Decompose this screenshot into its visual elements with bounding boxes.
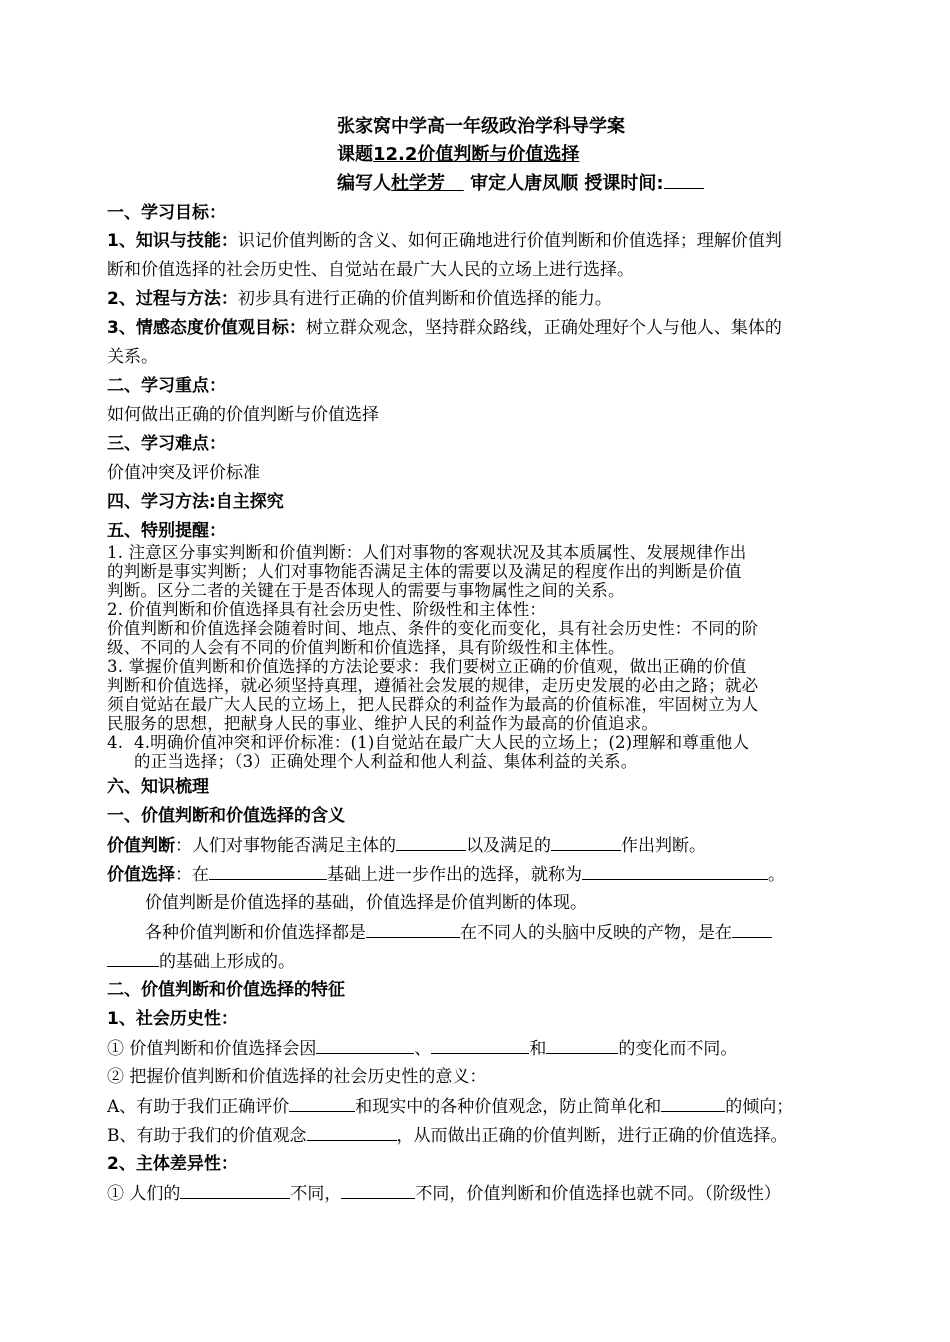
goal-1-label: 1、知识与技能：: [107, 231, 238, 251]
value-judgment-blank-1: [396, 834, 466, 851]
tip-2-line-2: 价值判断和价值选择会随着时间、地点、条件的变化而变化，具有社会历史性：不同的阶: [107, 619, 759, 638]
formation-text-a: 各种价值判断和价值选择都是: [145, 923, 366, 943]
social-history-item-1: [107, 1037, 737, 1060]
value-choice-text-a: ：在: [175, 865, 209, 885]
tip-4-number: 4.: [107, 733, 124, 752]
goal-1-cont: 断和价值选择的社会历史性、自觉站在最广大人民的立场上进行选择。: [107, 260, 634, 280]
tip-2-line-3: 级、不同的人会有不同的价值判断和价值选择，具有阶级性和主体性。: [107, 638, 625, 657]
formation-blank-2a: [732, 921, 772, 938]
formation-blank-2b: [107, 950, 159, 967]
social-item-1-text-b: 、: [414, 1039, 432, 1059]
social-item-a-text-a: A、有助于我们正确评价: [107, 1097, 290, 1117]
tip-3-line-3: 须自觉站在最广大人民的立场上，把人民群众的利益作为最高的价值标准，牢固树立为人: [107, 695, 759, 714]
subject-item-1-text-a: ① 人们的: [107, 1184, 181, 1204]
reviewer-label: 审定人: [470, 173, 525, 194]
value-choice-text-c: 。: [768, 865, 785, 885]
social-history-item-2: ② 把握价值判断和价值选择的社会历史性的意义：: [107, 1067, 487, 1087]
value-choice-blank-2: [582, 863, 768, 880]
value-judgment-text-b: 以及满足的: [466, 836, 551, 856]
reviewer-name: 唐凤顺: [524, 173, 579, 194]
social-item-b-text-a: B、有助于我们的价值观念: [107, 1126, 307, 1146]
goal-2-text: 初步具有进行正确的价值判断和价值选择的能力。: [237, 289, 612, 309]
time-label: 授课时间:: [584, 173, 664, 194]
goal-3-label: 3、情感态度价值观目标：: [107, 318, 306, 338]
formation-text-b: 在不同人的头脑中反映的产物，是在: [460, 923, 732, 943]
goal-3-cont: 关系。: [107, 347, 158, 367]
subject-item-1-blank-2: [341, 1182, 415, 1199]
tip-3-line-4: 民服务的思想，把献身人民的事业、维护人民的利益作为最高的价值追求。: [107, 714, 659, 733]
subject-item-1-text-b: 不同，: [290, 1184, 342, 1204]
doc-title: 张家窝中学高一年级政治学科导学案: [337, 116, 625, 137]
goal-2: [107, 288, 612, 310]
tip-1-line-3: 判断。区分二者的关键在于是否体现人的需要与事物属性之间的关系。: [107, 581, 625, 600]
formation-blank-1: [366, 921, 460, 938]
writer-name: 杜学芳: [391, 173, 445, 194]
formation-line-cont: [107, 950, 295, 973]
section-4-heading: 四、学习方法:自主探究: [107, 492, 284, 512]
subject-item-1-text-c: 不同，价值判断和价值选择也就不同。（阶级性）: [415, 1184, 781, 1204]
tip-4-line-2: 的正当选择；（3）正确处理个人利益和他人利益、集体利益的关系。: [134, 752, 638, 771]
social-history-item-a: [107, 1095, 793, 1118]
section-2-heading: 二、学习重点：: [107, 376, 226, 396]
tip-1-line-2: 的判断是事实判断；人们对事物能否满足主体的需要以及满足的程度作出的判断是价值: [107, 562, 742, 581]
social-item-1-blank-1: [316, 1037, 414, 1054]
social-item-1-text-d: 的变化而不同。: [618, 1039, 738, 1059]
social-history-item-b: [107, 1124, 788, 1147]
tip-1-line-1: 1. 注意区分事实判断和价值判断：人们对事物的客观状况及其本质属性、发展规律作出: [107, 543, 747, 562]
formation-text-c: 的基础上形成的。: [159, 952, 295, 972]
lesson-topic: [337, 144, 579, 166]
social-item-a-blank-1: [289, 1095, 355, 1112]
section-3-heading: 三、学习难点：: [107, 434, 226, 454]
tip-2-line-1: 2. 价值判断和价值选择具有社会历史性、阶级性和主体性：: [107, 600, 547, 619]
social-item-b-text-b: ，从而做出正确的价值判断，进行正确的价值选择。: [396, 1126, 788, 1146]
subject-difference-heading: 2、主体差异性：: [107, 1154, 238, 1174]
subsection-1-heading: 一、价值判断和价值选择的含义: [107, 806, 345, 826]
time-blank: [664, 172, 704, 189]
tip-4-line-1: 4.明确价值冲突和评价标准：(1)自觉站在最广大人民的立场上；(2)理解和尊重他人: [134, 733, 750, 752]
social-item-1-text-a: ① 价值判断和价值选择会因: [107, 1039, 317, 1059]
section-1-heading: 一、学习目标：: [107, 203, 226, 223]
basis-sentence: 价值判断是价值选择的基础，价值选择是价值判断的体现。: [145, 893, 587, 913]
topic-prefix: 课题: [337, 144, 373, 165]
social-item-a-text-c: 的倾向；: [725, 1097, 794, 1117]
value-choice-line: [107, 863, 785, 886]
tip-3-line-2: 判断和价值选择，就必须坚持真理，遵循社会发展的规律，走历史发展的必由之路；就必: [107, 676, 759, 695]
social-item-1-text-c: 和: [529, 1039, 547, 1059]
social-item-1-blank-2: [431, 1037, 529, 1054]
value-judgment-text-a: ：人们对事物能否满足主体的: [175, 836, 396, 856]
subject-difference-item-1: [107, 1182, 781, 1205]
goal-3-text: 树立群众观念，坚持群众路线，正确处理好个人与他人、集体的: [305, 318, 782, 338]
topic-name: 12.2价值判断与价值选择: [373, 144, 580, 165]
value-choice-label: 价值选择: [107, 865, 175, 885]
goal-1-text: 识记价值判断的含义、如何正确地进行价值判断和价值选择；理解价值判: [237, 231, 782, 251]
section-3-text: 价值冲突及评价标准: [107, 463, 260, 483]
subject-item-1-blank-1: [180, 1182, 290, 1199]
social-item-a-blank-2: [661, 1095, 725, 1112]
section-2-text: 如何做出正确的价值判断与价值选择: [107, 405, 379, 425]
social-item-a-text-b: 和现实中的各种价值观念，防止简单化和: [355, 1097, 662, 1117]
goal-3: [107, 317, 782, 339]
section-6-heading: 六、知识梳理: [107, 777, 209, 797]
value-judgment-text-c: 作出判断。: [621, 836, 706, 856]
tip-3-line-1: 3. 掌握价值判断和价值选择的方法论要求：我们要树立正确的价值观，做出正确的价值: [107, 657, 747, 676]
value-choice-blank-1: [209, 863, 327, 880]
writer-label: 编写人: [337, 173, 391, 194]
author-line: [337, 172, 704, 195]
social-item-b-blank: [307, 1124, 397, 1141]
social-history-heading: 1、社会历史性：: [107, 1009, 238, 1029]
value-choice-text-b: 基础上进一步作出的选择，就称为: [327, 865, 582, 885]
subsection-2-heading: 二、价值判断和价值选择的特征: [107, 980, 345, 1000]
formation-line: [145, 921, 772, 944]
section-5-heading: 五、特别提醒：: [107, 521, 226, 541]
value-judgment-label: 价值判断: [107, 836, 175, 856]
value-judgment-blank-2: [551, 834, 621, 851]
goal-2-label: 2、过程与方法：: [107, 289, 238, 309]
value-judgment-line: [107, 834, 706, 857]
goal-1: [107, 230, 782, 252]
social-item-1-blank-3: [546, 1037, 618, 1054]
